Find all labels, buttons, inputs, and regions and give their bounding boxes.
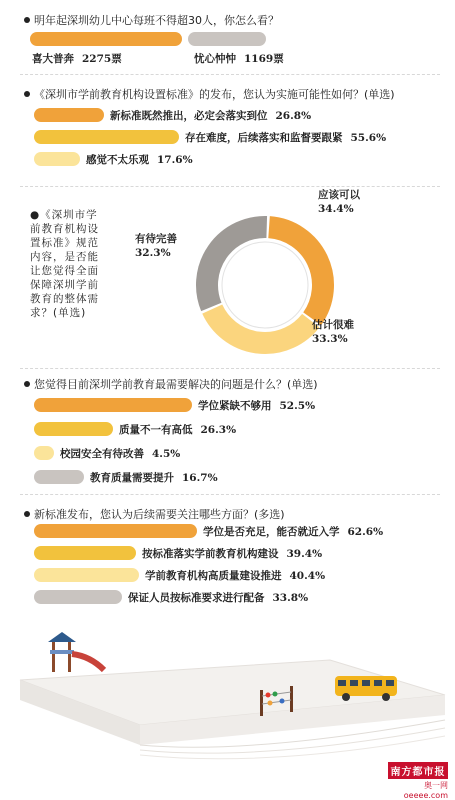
q1-vote-count: 1169票 bbox=[244, 53, 284, 65]
q4-bar-2 bbox=[34, 446, 54, 460]
q4-option-name: 校园安全有待改善 bbox=[60, 448, 144, 460]
q2-bar-1 bbox=[34, 130, 179, 144]
q2-label-2 bbox=[86, 152, 193, 167]
q5-label-1 bbox=[142, 546, 322, 561]
q5-bar-0 bbox=[34, 524, 197, 538]
q2-option-name: 感觉不太乐观 bbox=[86, 154, 149, 166]
donut-inner-ring bbox=[222, 242, 308, 328]
q1-vote-count: 2275票 bbox=[82, 53, 122, 65]
q2-question: 《深圳市学前教育机构设置标准》的发布，您认为实施可能性如何？(单选) bbox=[24, 86, 395, 102]
q4-bar-3 bbox=[34, 470, 84, 484]
q1-bar-0 bbox=[30, 32, 182, 46]
q4-bar-1 bbox=[34, 422, 113, 436]
q2-percent: 26.8% bbox=[275, 110, 312, 122]
q5-percent: 33.8% bbox=[272, 592, 309, 604]
q2-bar-0 bbox=[34, 108, 104, 122]
q2-option-name: 新标准既然推出，必定会落实到位 bbox=[110, 110, 268, 122]
q4-label-2 bbox=[60, 446, 180, 461]
q3-question-line: 前教育机构设 bbox=[30, 223, 99, 235]
q1-question: 明年起深圳幼儿中心每班不得超30人，你怎么看？ bbox=[24, 12, 279, 28]
divider bbox=[20, 74, 440, 75]
q5-label-2 bbox=[145, 568, 325, 583]
q1-option-name: 喜大普奔 bbox=[32, 53, 74, 65]
donut-label-1: 估计很难 33.3% bbox=[312, 319, 354, 345]
q3-question-line: 让您觉得全面 bbox=[30, 265, 99, 277]
school-illustration bbox=[0, 620, 455, 770]
q4-option-name: 学位紧缺不够用 bbox=[198, 400, 272, 412]
q2-option-name: 存在难度，后续落实和监督要跟紧 bbox=[185, 132, 343, 144]
q2-label-1 bbox=[185, 130, 386, 145]
q3-question-line: ●《深圳市学 bbox=[30, 209, 98, 221]
q3-question-line: 保障深圳学前 bbox=[30, 279, 99, 291]
q1-bar-1 bbox=[188, 32, 266, 46]
slide-icon bbox=[48, 632, 104, 672]
q3-question bbox=[30, 208, 110, 320]
donut-label-2: 有待完善 32.3% bbox=[135, 233, 177, 259]
q4-bar-0 bbox=[34, 398, 192, 412]
q5-option-name: 保证人员按标准要求进行配备 bbox=[128, 592, 265, 604]
q4-label-3 bbox=[90, 470, 218, 485]
q3-question-line: 求？(单选) bbox=[30, 307, 87, 319]
divider bbox=[20, 494, 440, 495]
divider bbox=[20, 368, 440, 369]
q5-bar-3 bbox=[34, 590, 122, 604]
newspaper-logo: 南方都市报 奥一网oeeee.com bbox=[388, 762, 448, 800]
q4-option-name: 质量不一有高低 bbox=[119, 424, 193, 436]
q4-label-0 bbox=[198, 398, 315, 413]
q5-question: 新标准发布，您认为后续需要关注哪些方面？(多选) bbox=[24, 506, 285, 522]
q3-question-line: 置标准》规范 bbox=[30, 237, 99, 249]
q4-percent: 16.7% bbox=[182, 472, 218, 484]
q2-bar-2 bbox=[34, 152, 80, 166]
q2-percent: 17.6% bbox=[157, 154, 193, 166]
donut-slice-0 bbox=[269, 227, 323, 319]
q2-percent: 55.6% bbox=[350, 132, 387, 144]
q3-question-line: 内容，是否能 bbox=[30, 251, 99, 263]
q4-percent: 52.5% bbox=[279, 400, 316, 412]
q5-label-3 bbox=[128, 590, 308, 605]
divider bbox=[20, 186, 440, 187]
q4-percent: 26.3% bbox=[200, 424, 237, 436]
q4-option-name: 教育质量需要提升 bbox=[90, 472, 174, 484]
q4-percent: 4.5% bbox=[152, 448, 181, 460]
q5-percent: 62.6% bbox=[347, 526, 384, 538]
q1-label-0 bbox=[32, 51, 122, 66]
q4-label-1 bbox=[119, 422, 236, 437]
q2-label-0 bbox=[110, 108, 311, 123]
q1-option-name: 忧心忡忡 bbox=[194, 53, 236, 65]
q5-option-name: 学位是否充足，能否就近入学 bbox=[203, 526, 340, 538]
q5-label-0 bbox=[203, 524, 383, 539]
q5-percent: 40.4% bbox=[289, 570, 326, 582]
donut-slice-2 bbox=[207, 227, 267, 307]
q3-question-line: 教育的整体需 bbox=[30, 293, 99, 305]
q5-option-name: 学前教育机构高质量建设推进 bbox=[145, 570, 282, 582]
q5-bar-1 bbox=[34, 546, 136, 560]
q5-bar-2 bbox=[34, 568, 139, 582]
q1-label-1 bbox=[194, 51, 284, 66]
q5-option-name: 按标准落实学前教育机构建设 bbox=[142, 548, 279, 560]
q5-percent: 39.4% bbox=[286, 548, 323, 560]
q4-question: 您觉得目前深圳学前教育最需要解决的问题是什么？(单选) bbox=[24, 376, 318, 392]
donut-label-0: 应该可以 34.4% bbox=[318, 189, 360, 215]
